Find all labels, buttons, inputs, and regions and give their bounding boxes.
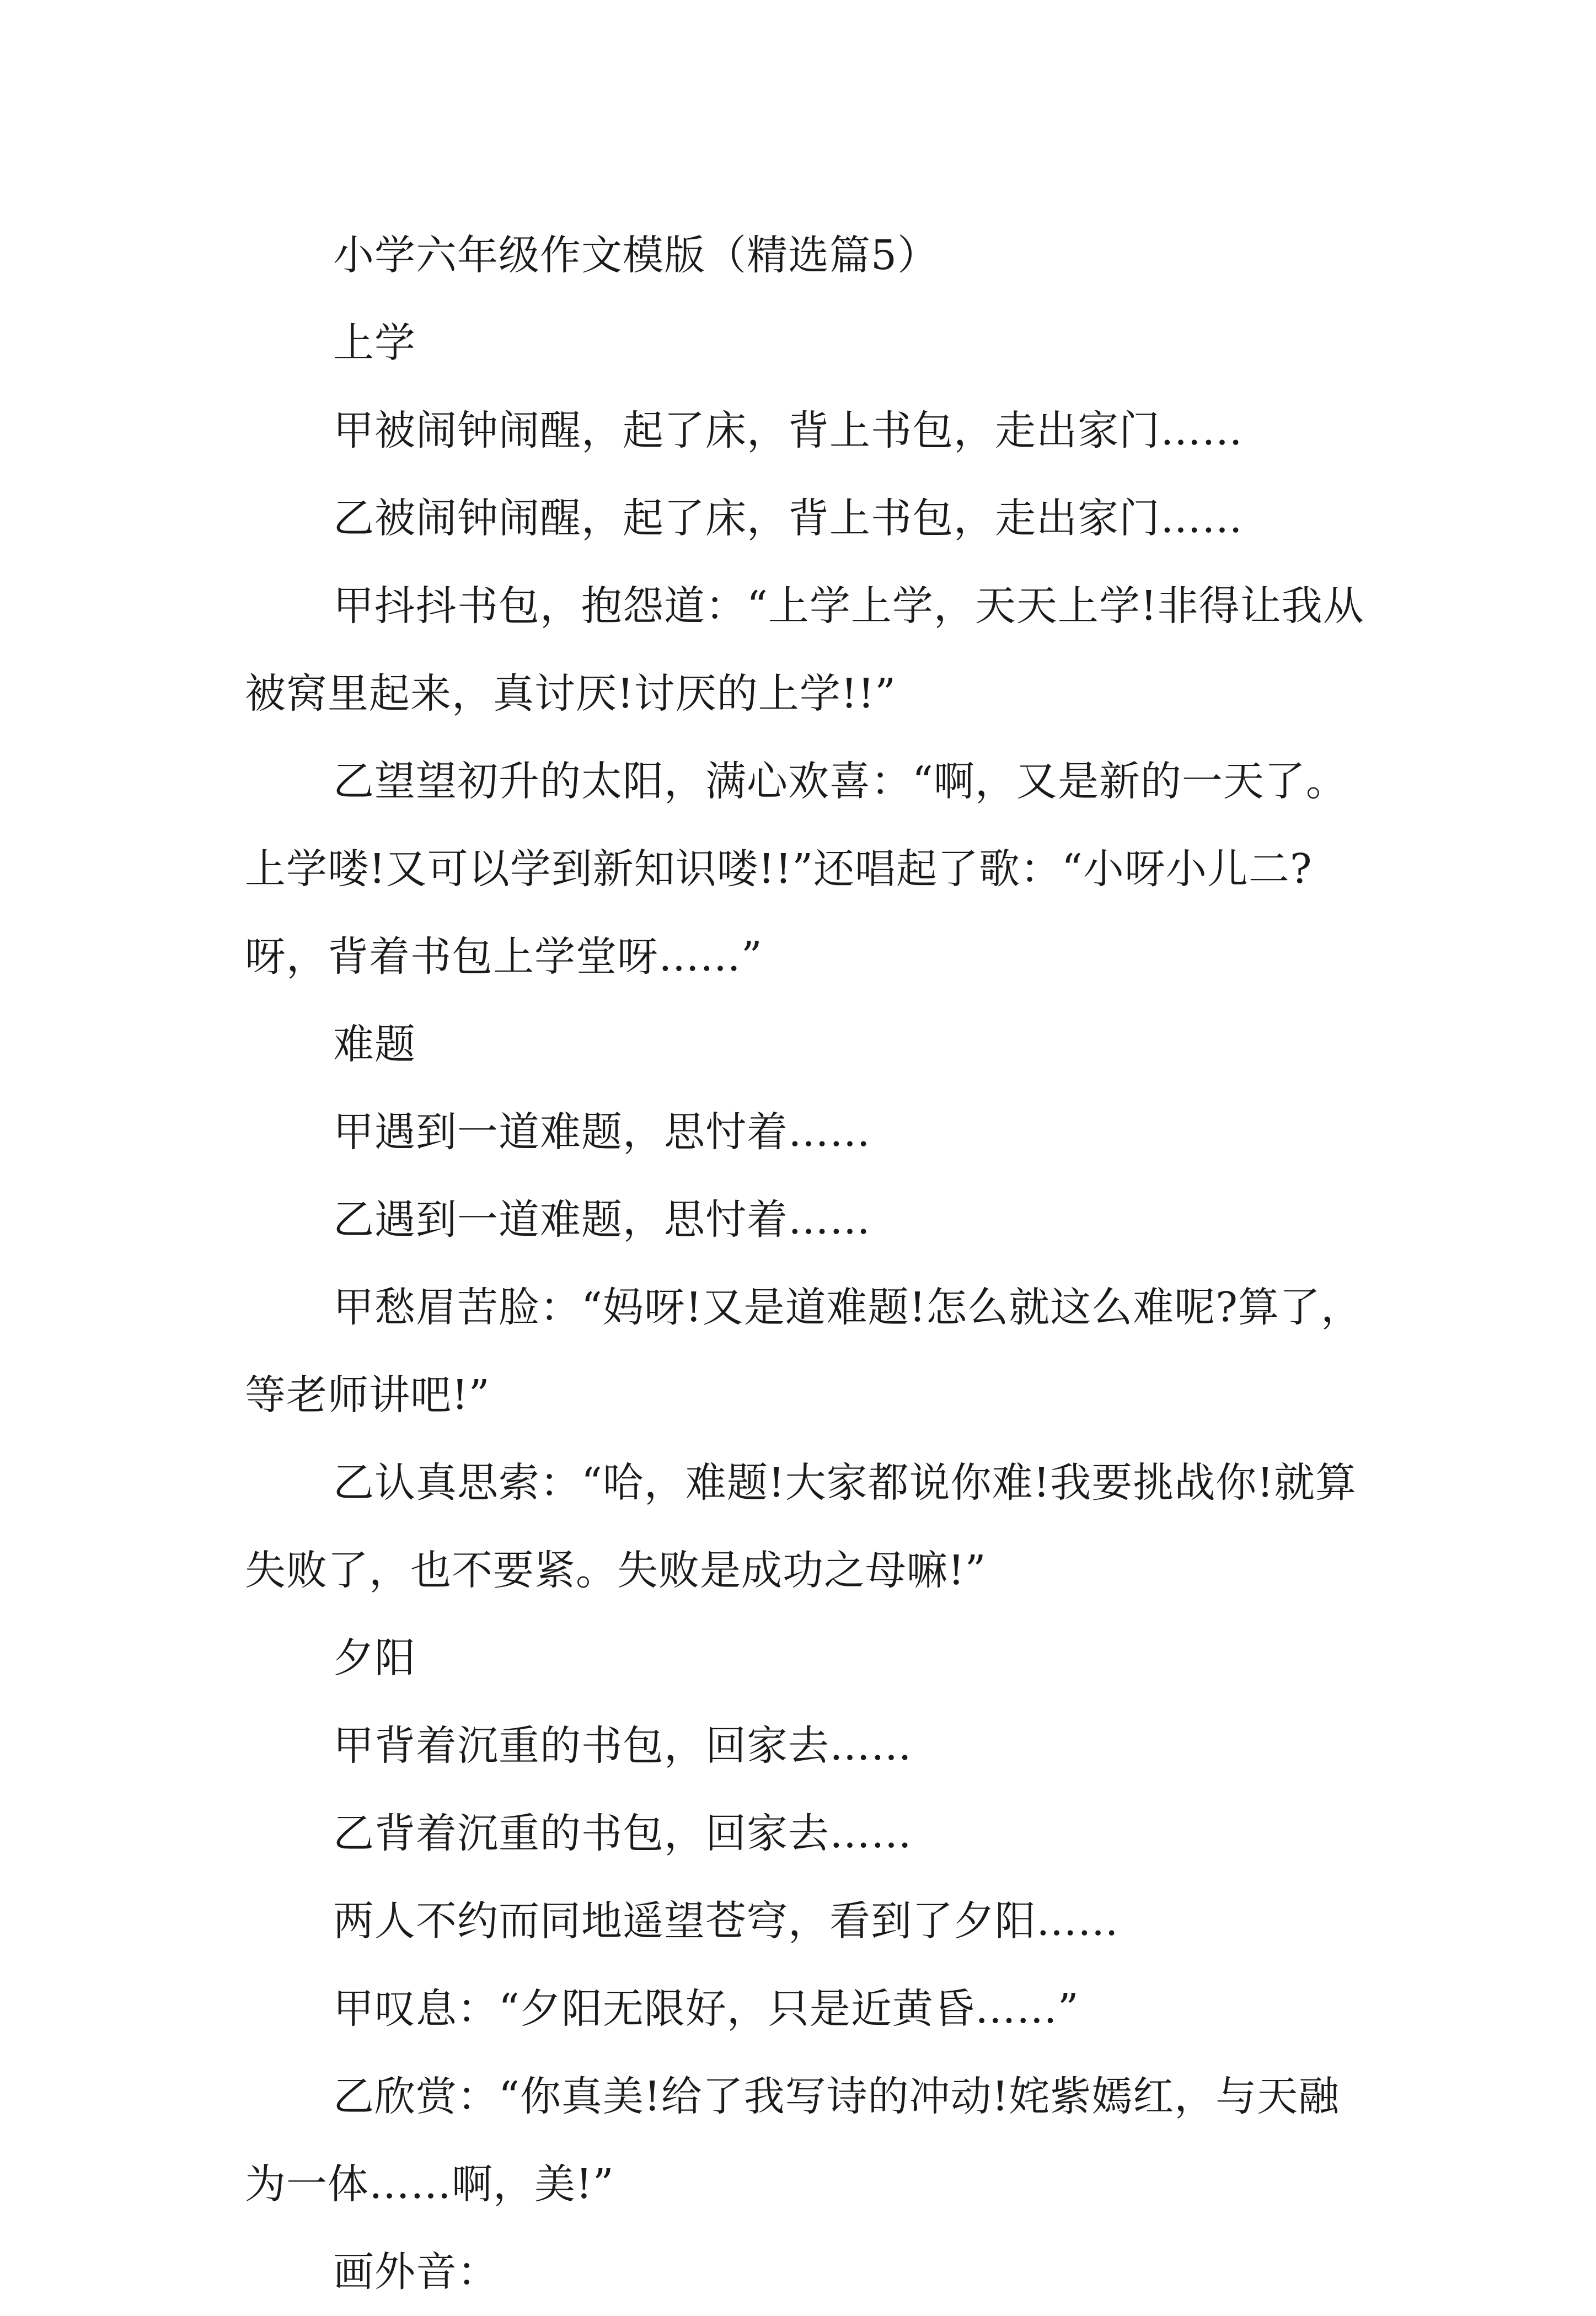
section-heading-school: 上学 (333, 319, 416, 367)
paragraph: 乙认真思索：“哈，难题!大家都说你难!我要挑战你!就算失败了，也不要紧。失败是成功之母嘛!” (245, 1459, 1357, 1594)
paragraph: 乙被闹钟闹醒，起了床，背上书包，走出家门…… (333, 495, 1243, 542)
paragraph: 甲被闹钟闹醒，起了床，背上书包，走出家门…… (333, 407, 1243, 454)
document-title: 小学六年级作文模版（精选篇5） (333, 232, 939, 279)
paragraph: 画外音： (333, 2248, 499, 2296)
document-body (245, 212, 1370, 2316)
paragraph: 甲抖抖书包，抱怨道：“上学上学，天天上学!非得让我从被窝里起来，真讨厌!讨厌的上学!!” (245, 582, 1364, 717)
paragraph: 乙欣赏：“你真美!给了我写诗的冲动!姹紫嫣红，与天融为一体……啊，美!” (245, 2073, 1340, 2208)
paragraph: 乙望望初升的太阳，满心欢喜：“啊，又是新的一天了。上学喽!又可以学到新知识喽!!”还唱起了歌：“小呀小儿二?呀，背着书包上学堂呀……” (245, 758, 1347, 980)
paragraph: 乙遇到一道难题，思忖着…… (333, 1196, 871, 1243)
paragraph: 两人不约而同地遥望苍穹，看到了夕阳…… (333, 1897, 1119, 1945)
paragraph: 甲遇到一道难题，思忖着…… (333, 1108, 871, 1156)
paragraph: 乙背着沉重的书包，回家去…… (333, 1810, 912, 1857)
section-heading-problem: 难题 (333, 1021, 416, 1068)
paragraph: 甲叹息：“夕阳无限好，只是近黄昏……” (333, 1985, 1079, 2033)
section-heading-sunset: 夕阳 (333, 1634, 416, 1682)
paragraph: 甲背着沉重的书包，回家去…… (333, 1722, 912, 1770)
paragraph: 甲愁眉苦脸：“妈呀!又是道难题!怎么就这么难呢?算了，等老师讲吧!” (245, 1284, 1362, 1419)
